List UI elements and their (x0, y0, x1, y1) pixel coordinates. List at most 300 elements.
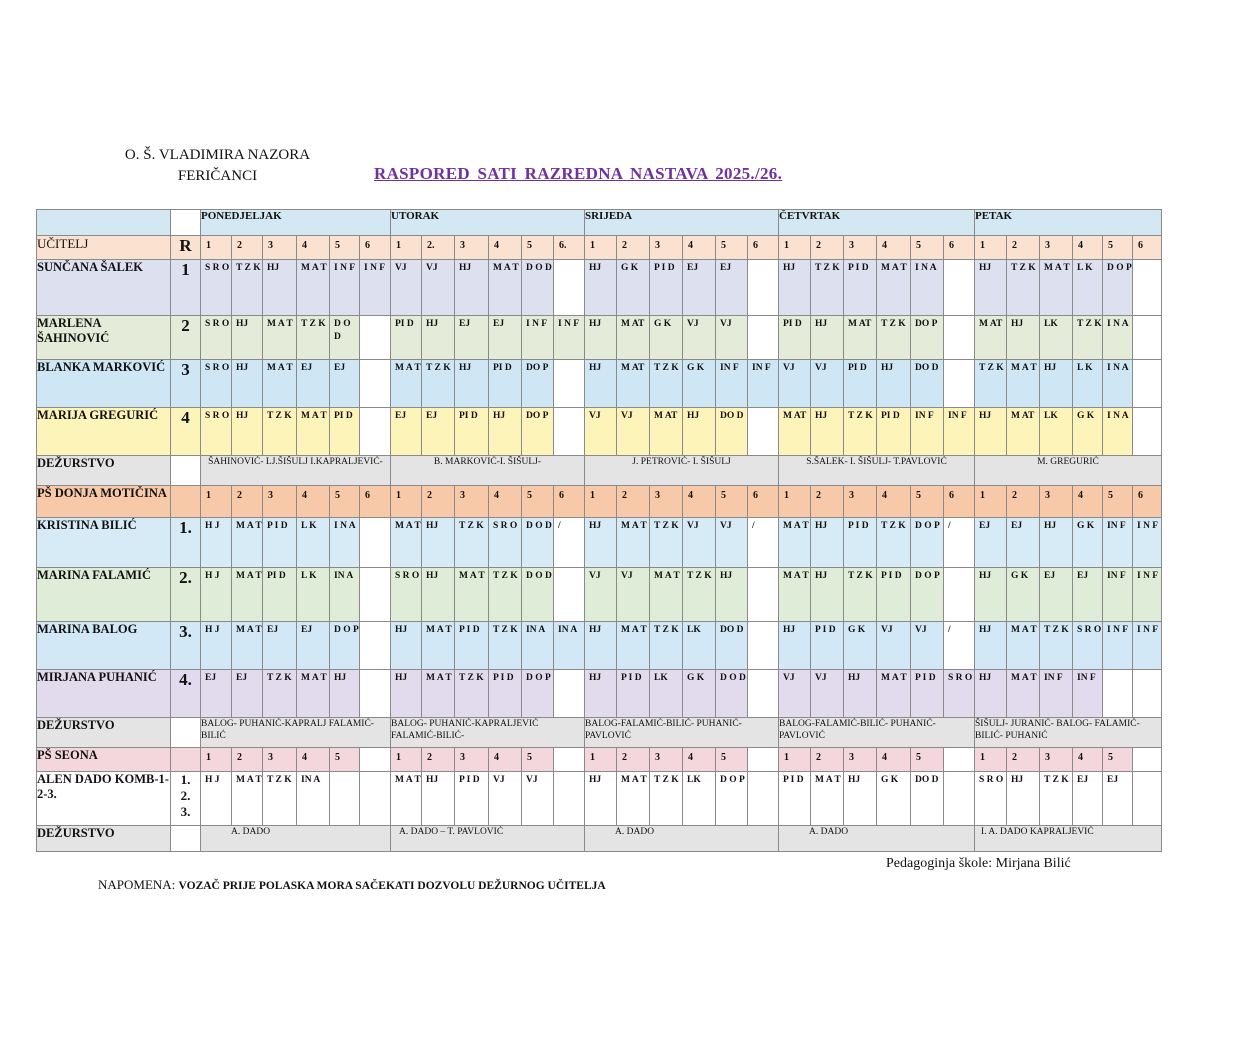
lesson-cell: HJ (811, 316, 844, 360)
lesson-cell: T Z K (263, 772, 297, 826)
lesson-cell: VJ (779, 360, 811, 408)
period-number: 1 (975, 748, 1007, 772)
lesson-cell: P I D (844, 518, 877, 568)
lesson-cell (1133, 772, 1162, 826)
lesson-cell: D O P (911, 518, 944, 568)
lesson-cell: HJ (975, 408, 1007, 456)
lesson-cell: M A T (1040, 260, 1073, 316)
period-number: 4 (1073, 748, 1103, 772)
period-number: 4 (297, 748, 330, 772)
period-number: 1 (585, 486, 617, 518)
lesson-cell: EJ (232, 670, 263, 718)
school-name (110, 145, 325, 187)
day-header: SRIJEDA (585, 210, 779, 236)
lesson-cell: EJ (489, 316, 522, 360)
lesson-cell (554, 360, 585, 408)
period-number: 2 (811, 236, 844, 260)
lesson-cell: M A T (232, 568, 263, 622)
lesson-cell: HJ (877, 360, 911, 408)
lesson-cell: I N F (1133, 518, 1162, 568)
lesson-cell: VJ (489, 772, 522, 826)
lesson-cell: I N F (330, 260, 360, 316)
lesson-cell (554, 260, 585, 316)
period-number: 1 (779, 748, 811, 772)
period-number: 4 (297, 486, 330, 518)
period-number: 1 (585, 748, 617, 772)
period-number: 4 (877, 486, 911, 518)
lesson-cell (1133, 316, 1162, 360)
lesson-cell: PI D (455, 408, 489, 456)
lesson-cell: I N F (1133, 622, 1162, 670)
period-number: 1 (585, 236, 617, 260)
day-header: PONEDJELJAK (201, 210, 391, 236)
lesson-cell (944, 772, 975, 826)
period-number: 6 (748, 236, 779, 260)
lesson-cell: P I D (489, 670, 522, 718)
ps-seona-r-cell (171, 748, 201, 772)
period-number: 2. (422, 236, 455, 260)
duty-label: DEŽURSTVO (37, 826, 171, 852)
lesson-cell: D O D (716, 670, 748, 718)
day-header: UTORAK (391, 210, 585, 236)
lesson-cell: G K (650, 316, 683, 360)
lesson-cell (748, 316, 779, 360)
teacher-name: MARINA FALAMIĆ (37, 568, 171, 622)
period-number: 3 (650, 236, 683, 260)
period-number: 4 (877, 236, 911, 260)
lesson-cell: DO P (522, 408, 554, 456)
lesson-cell: M A T (422, 670, 455, 718)
lesson-cell (360, 670, 391, 718)
lesson-cell: HJ (1040, 518, 1073, 568)
lesson-cell: PI D (330, 408, 360, 456)
period-number: 2 (811, 748, 844, 772)
lesson-cell: M A T (617, 622, 650, 670)
lesson-cell: M AT (779, 408, 811, 456)
lesson-cell: HJ (263, 260, 297, 316)
ps-seona-header (37, 748, 1162, 772)
lesson-cell (1133, 360, 1162, 408)
lesson-cell: T Z K (297, 316, 330, 360)
lesson-cell: M A T (263, 360, 297, 408)
grade-number: 4. (171, 670, 201, 718)
teacher-row (37, 670, 1162, 718)
period-number: 2 (617, 486, 650, 518)
duty-cell: A. DADO – T. PAVLOVIĆ (391, 826, 585, 852)
lesson-cell: T Z K (877, 518, 911, 568)
period-number: 6 (944, 236, 975, 260)
lesson-cell: HJ (585, 518, 617, 568)
teacher-row (37, 408, 1162, 456)
lesson-cell: D O D (522, 518, 554, 568)
lesson-cell (360, 408, 391, 456)
lesson-cell: HJ (975, 260, 1007, 316)
lesson-cell: HJ (422, 316, 455, 360)
period-number (360, 748, 391, 772)
teacher-name: MARLENA ŠAHINOVIĆ (37, 316, 171, 360)
lesson-cell: HJ (422, 772, 455, 826)
lesson-cell: EJ (1007, 518, 1040, 568)
lesson-cell: M AT (650, 408, 683, 456)
lesson-cell: T Z K (650, 772, 683, 826)
period-number: 4 (683, 486, 716, 518)
lesson-cell: T Z K (263, 408, 297, 456)
lesson-cell: HJ (975, 622, 1007, 670)
teacher-name: KRISTINA BILIĆ (37, 518, 171, 568)
lesson-cell (360, 518, 391, 568)
lesson-cell: / (944, 622, 975, 670)
lesson-cell: M A T (391, 360, 422, 408)
period-number: 5 (716, 486, 748, 518)
duty-cell: BALOG-FALAMIĆ-BILIĆ- PUHANIĆ-PAVLOVIĆ (585, 718, 779, 748)
lesson-cell: M AT (617, 360, 650, 408)
lesson-cell: HJ (585, 622, 617, 670)
period-number: 3 (844, 236, 877, 260)
lesson-cell (944, 260, 975, 316)
period-number: 3 (455, 236, 489, 260)
teacher-row (37, 568, 1162, 622)
period-number: 1 (779, 236, 811, 260)
lesson-cell: / (554, 518, 585, 568)
lesson-cell: IN F (1103, 568, 1133, 622)
lesson-cell: DO D (716, 408, 748, 456)
lesson-cell (360, 316, 391, 360)
lesson-cell (360, 360, 391, 408)
lesson-cell: M A T (297, 408, 330, 456)
r-label: R (171, 236, 201, 260)
lesson-cell: M A T (779, 568, 811, 622)
lesson-cell: M AT (844, 316, 877, 360)
period-number: 5 (522, 236, 554, 260)
lesson-cell (1133, 260, 1162, 316)
lesson-cell: VJ (617, 568, 650, 622)
teacher-row (37, 316, 1162, 360)
duty-cell: J. PETROVIĆ- I. ŠIŠULJ (585, 456, 779, 486)
lesson-cell: I N A (1103, 408, 1133, 456)
duty-cell: I. A. DADO KAPRALJEVIĆ (975, 826, 1162, 852)
lesson-cell (554, 670, 585, 718)
lesson-cell: IN F (944, 408, 975, 456)
duty-cell: ŠIŠULJ- JURANIĆ- BALOG- FALAMIĆ- BILIĆ- PUHANIĆ (975, 718, 1162, 748)
lesson-cell: T Z K (489, 568, 522, 622)
duty-cell: BALOG- PUHANIĆ-KAPRALJ FALAMIĆ-BILIĆ (201, 718, 391, 748)
period-number: 2 (617, 236, 650, 260)
lesson-cell: M A T (877, 670, 911, 718)
period-number: 6 (360, 236, 391, 260)
lesson-cell: VJ (585, 568, 617, 622)
lesson-cell: HJ (585, 670, 617, 718)
period-number: 3 (455, 486, 489, 518)
lesson-cell: IN A (297, 772, 330, 826)
teacher-row (37, 518, 1162, 568)
duty-cell: A. DADO (585, 826, 779, 852)
lesson-cell: S R O (201, 408, 232, 456)
period-number: 5 (1103, 748, 1133, 772)
period-number: 6 (944, 486, 975, 518)
lesson-cell: P I D (455, 772, 489, 826)
lesson-cell: M A T (422, 622, 455, 670)
lesson-cell: M A T (650, 568, 683, 622)
lesson-cell: T Z K (455, 518, 489, 568)
lesson-cell: G K (683, 670, 716, 718)
lesson-cell: L K (297, 568, 330, 622)
grade-number: 2. (171, 568, 201, 622)
duty-row (37, 826, 1162, 852)
lesson-cell: P I D (811, 622, 844, 670)
lesson-cell: M A T (1007, 360, 1040, 408)
lesson-cell: HJ (455, 360, 489, 408)
period-number: 3 (263, 236, 297, 260)
lesson-cell: HJ (489, 408, 522, 456)
school-line-1: O. Š. VLADIMIRA NAZORA (124, 147, 311, 163)
lesson-cell: LK (650, 670, 683, 718)
period-number: 3 (455, 748, 489, 772)
lesson-cell: HJ (779, 622, 811, 670)
lesson-cell: T Z K (650, 360, 683, 408)
grade-number: 1 (171, 260, 201, 316)
lesson-cell: T Z K (844, 408, 877, 456)
period-number: 2 (1007, 748, 1040, 772)
period-number: 2 (617, 748, 650, 772)
period-number: 6 (360, 486, 391, 518)
lesson-cell: EJ (1103, 772, 1133, 826)
lesson-cell: T Z K (811, 260, 844, 316)
lesson-cell: I N F (1103, 622, 1133, 670)
period-number (1133, 748, 1162, 772)
lesson-cell: M A T (391, 772, 422, 826)
teacher-name: MIRJANA PUHANIĆ (37, 670, 171, 718)
period-number: 4 (683, 748, 716, 772)
lesson-cell: T Z K (650, 518, 683, 568)
lesson-cell: D O D (330, 316, 360, 360)
lesson-cell: P I D (650, 260, 683, 316)
period-number: 6 (748, 486, 779, 518)
lesson-cell (748, 670, 779, 718)
duty-cell: B. MARKOVIĆ-I. ŠIŠULJ- (391, 456, 585, 486)
period-number: 4 (1073, 486, 1103, 518)
lesson-cell: EJ (716, 260, 748, 316)
duty-row (37, 718, 1162, 748)
lesson-cell (554, 408, 585, 456)
lesson-cell: T Z K (844, 568, 877, 622)
grade-number: 1. (171, 518, 201, 568)
lesson-cell: M A T (811, 772, 844, 826)
lesson-cell: S R O (391, 568, 422, 622)
lesson-cell: EJ (1073, 772, 1103, 826)
lesson-cell: L K (1073, 360, 1103, 408)
teacher-name: ALEN DADO KOMB-1-2-3. (37, 772, 171, 826)
lesson-cell: PI D (779, 316, 811, 360)
period-number: 4 (683, 236, 716, 260)
lesson-cell: P I D (844, 260, 877, 316)
lesson-cell (944, 568, 975, 622)
duty-cell: M. GREGURIĆ (975, 456, 1162, 486)
period-number: 1 (201, 486, 232, 518)
lesson-cell: M AT (617, 316, 650, 360)
corner-cell (37, 210, 171, 236)
lesson-cell: HJ (232, 408, 263, 456)
lesson-cell: HJ (422, 518, 455, 568)
note-label: NAPOMENA: (98, 877, 176, 892)
period-number: 6 (554, 486, 585, 518)
period-number: 1 (779, 486, 811, 518)
lesson-cell: P I D (617, 670, 650, 718)
footer-note (98, 877, 606, 893)
lesson-cell: VJ (683, 316, 716, 360)
period-number: 4 (489, 486, 522, 518)
period-number: 1 (975, 236, 1007, 260)
lesson-cell: D O P (330, 622, 360, 670)
lesson-cell: I N F (1133, 568, 1162, 622)
lesson-cell: VJ (716, 518, 748, 568)
teacher-row (37, 772, 1162, 826)
lesson-cell: PI D (844, 360, 877, 408)
lesson-cell: VJ (911, 622, 944, 670)
lesson-cell: T Z K (1007, 260, 1040, 316)
period-number (748, 748, 779, 772)
lesson-cell: HJ (844, 772, 877, 826)
lesson-cell: M A T (391, 518, 422, 568)
period-number: 2 (422, 748, 455, 772)
lesson-cell: I N A (1103, 316, 1133, 360)
lesson-cell: T Z K (489, 622, 522, 670)
period-number: 6. (554, 236, 585, 260)
lesson-cell: G K (1007, 568, 1040, 622)
ps-seona-label: PŠ SEONA (37, 748, 171, 772)
period-number: 5 (911, 236, 944, 260)
lesson-cell: T Z K (877, 316, 911, 360)
lesson-cell: HJ (391, 670, 422, 718)
lesson-cell: M A T (455, 568, 489, 622)
lesson-cell: VJ (617, 408, 650, 456)
period-number: 6 (1133, 236, 1162, 260)
note-text: VOZAČ PRIJE POLASKA MORA SAČEKATI DOZVOLU DEŽURNOG UČITELJA (178, 880, 606, 892)
lesson-cell: HJ (455, 260, 489, 316)
school-line-2: FERIČANCI (177, 168, 258, 184)
lesson-cell: M A T (232, 622, 263, 670)
period-number: 5 (911, 486, 944, 518)
lesson-cell: T Z K (975, 360, 1007, 408)
lesson-cell (748, 260, 779, 316)
lesson-cell: LK (683, 622, 716, 670)
lesson-cell (748, 622, 779, 670)
lesson-cell (330, 772, 360, 826)
lesson-cell: VJ (811, 360, 844, 408)
lesson-cell: M AT (1007, 408, 1040, 456)
lesson-cell: I N F (360, 260, 391, 316)
lesson-cell: VJ (585, 408, 617, 456)
days-row (37, 210, 1162, 236)
lesson-cell: S R O (201, 316, 232, 360)
lesson-cell: EJ (391, 408, 422, 456)
lesson-cell: M A T (877, 260, 911, 316)
lesson-cell: G K (844, 622, 877, 670)
period-number: 2 (1007, 486, 1040, 518)
lesson-cell: HJ (232, 360, 263, 408)
lesson-cell: HJ (683, 408, 716, 456)
period-number: 5 (330, 748, 360, 772)
lesson-cell (748, 568, 779, 622)
grade-number: 3 (171, 360, 201, 408)
period-number: 4 (297, 236, 330, 260)
lesson-cell: M AT (975, 316, 1007, 360)
lesson-cell: LK (1040, 408, 1073, 456)
period-number: 2 (232, 236, 263, 260)
lesson-cell: EJ (1073, 568, 1103, 622)
lesson-cell: HJ (811, 408, 844, 456)
period-number: 2 (232, 748, 263, 772)
teacher-row (37, 360, 1162, 408)
period-number: 5 (522, 748, 554, 772)
duty-label: DEŽURSTVO (37, 456, 171, 486)
duty-cell: A. DADO (201, 826, 391, 852)
lesson-cell (554, 568, 585, 622)
duty-row (37, 456, 1162, 486)
duty-cell: ŠAHINOVIĆ- LJ.ŠIŠULJ I.KAPRALJEVIĆ- (201, 456, 391, 486)
period-number: 2 (232, 486, 263, 518)
lesson-cell: DO D (911, 772, 944, 826)
period-number: 5 (716, 748, 748, 772)
lesson-cell: M A T (779, 518, 811, 568)
period-number: 1 (201, 236, 232, 260)
lesson-cell: T Z K (1073, 316, 1103, 360)
lesson-cell: I N F (522, 316, 554, 360)
lesson-cell: D O P (911, 568, 944, 622)
lesson-cell: HJ (975, 568, 1007, 622)
ucitelj-label: UČITELJ (37, 236, 171, 260)
lesson-cell: H J (201, 568, 232, 622)
period-number: 4 (877, 748, 911, 772)
lesson-cell: EJ (297, 360, 330, 408)
lesson-cell: VJ (522, 772, 554, 826)
period-number: 3 (650, 486, 683, 518)
lesson-cell: LK (1040, 316, 1073, 360)
lesson-cell: M A T (232, 518, 263, 568)
lesson-cell (360, 568, 391, 622)
ps-donja-r-cell (171, 486, 201, 518)
lesson-cell: HJ (1007, 772, 1040, 826)
lesson-cell: M A T (263, 316, 297, 360)
lesson-cell: PI D (877, 408, 911, 456)
period-number (554, 748, 585, 772)
lesson-cell: HJ (391, 622, 422, 670)
lesson-cell: M A T (1007, 670, 1040, 718)
lesson-cell (1133, 670, 1162, 718)
period-number: 5 (1103, 486, 1133, 518)
lesson-cell: S R O (1073, 622, 1103, 670)
lesson-cell (944, 316, 975, 360)
lesson-cell: VJ (391, 260, 422, 316)
period-number: 5 (911, 748, 944, 772)
lesson-cell: HJ (232, 316, 263, 360)
lesson-cell: VJ (716, 316, 748, 360)
lesson-cell: D O P (1103, 260, 1133, 316)
lesson-cell: EJ (330, 360, 360, 408)
lesson-cell: M A T (1007, 622, 1040, 670)
lesson-cell: HJ (811, 568, 844, 622)
period-number: 3 (844, 748, 877, 772)
lesson-cell: H J (201, 518, 232, 568)
corner-cell-r (171, 210, 201, 236)
lesson-cell: M A T (617, 772, 650, 826)
lesson-cell: HJ (844, 670, 877, 718)
period-number: 1 (391, 748, 422, 772)
lesson-cell (1133, 408, 1162, 456)
lesson-cell: IN F (716, 360, 748, 408)
period-number: 1 (391, 236, 422, 260)
teacher-name: MARIJA GREGURIĆ (37, 408, 171, 456)
period-number: 6 (1133, 486, 1162, 518)
